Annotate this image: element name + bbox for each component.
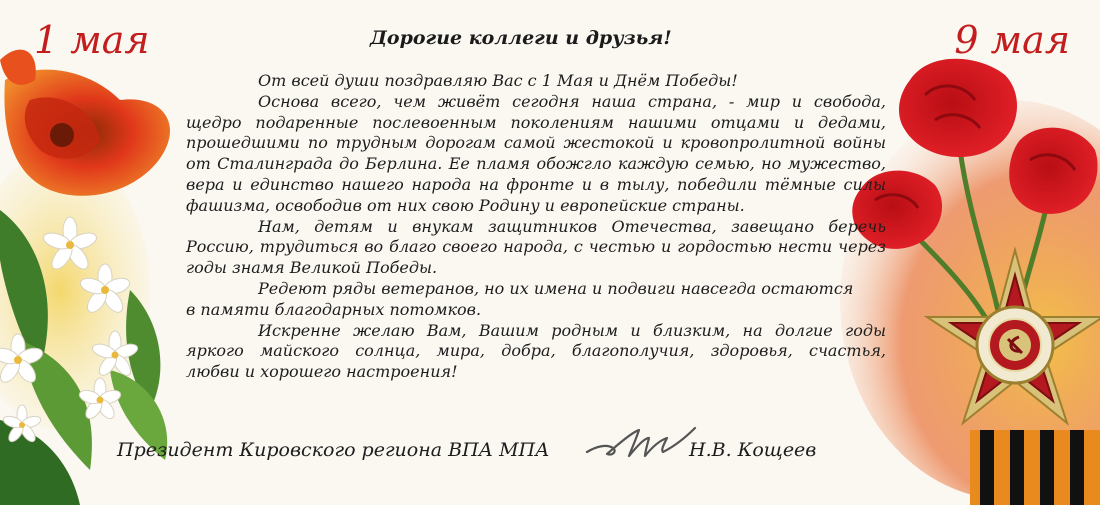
letter-line: яркого майского солнца, мира, добра, благополучия, здоровья, счастья, [186, 341, 886, 361]
letter-heading: Дорогие коллеги и друзья! [370, 27, 672, 49]
letter-line: вера и единство нашего народа на фронте и в тылу, победили тёмные силы [186, 174, 886, 194]
letter-line: фашизма, освободив от них свою Родину и европейские страны. [186, 195, 745, 215]
signer-name: Н.В. Кощеев [689, 439, 817, 461]
letter-line: Нам, детям и внукам защитников Отечества, завещано беречь [258, 216, 886, 236]
handwritten-signature [583, 416, 698, 466]
signer-title: Президент Кировского региона ВПА МПА [117, 439, 550, 461]
letter-line: Искренне желаю Вам, Вашим родным и близким, на долгие годы [258, 320, 886, 340]
date-may-1: 1 мая [34, 18, 150, 62]
letter-body [186, 71, 886, 383]
letter-line: в памяти благодарных потомков. [186, 299, 482, 319]
date-may-9: 9 мая [954, 18, 1070, 62]
letter-line: прошедшими по трудным дорогам самой жестокой и кровопролитной войны [186, 133, 886, 153]
letter-line: Редеют ряды ветеранов, но их имена и подвиги навсегда остаются [258, 278, 854, 298]
letter-line: щедро подаренные послевоенным поколениям нашими отцами и дедами, [186, 112, 886, 132]
letter-line: Россию, трудиться во благо своего народа, с честью и гордостью нести через [186, 237, 886, 257]
letter-line: От всей души поздравляю Вас с 1 Мая и Днём Победы! [258, 71, 738, 90]
letter-line: годы знамя Великой Победы. [186, 258, 438, 278]
left-flowers-illustration [0, 40, 190, 505]
letter-line: любви и хорошего настроения! [186, 362, 458, 382]
letter-line: от Сталинграда до Берлина. Ее пламя обожгло каждую семью, но мужество, [186, 154, 886, 174]
letter-line: Основа всего, чем живёт сегодня наша страна, - мир и свобода, [258, 91, 886, 111]
